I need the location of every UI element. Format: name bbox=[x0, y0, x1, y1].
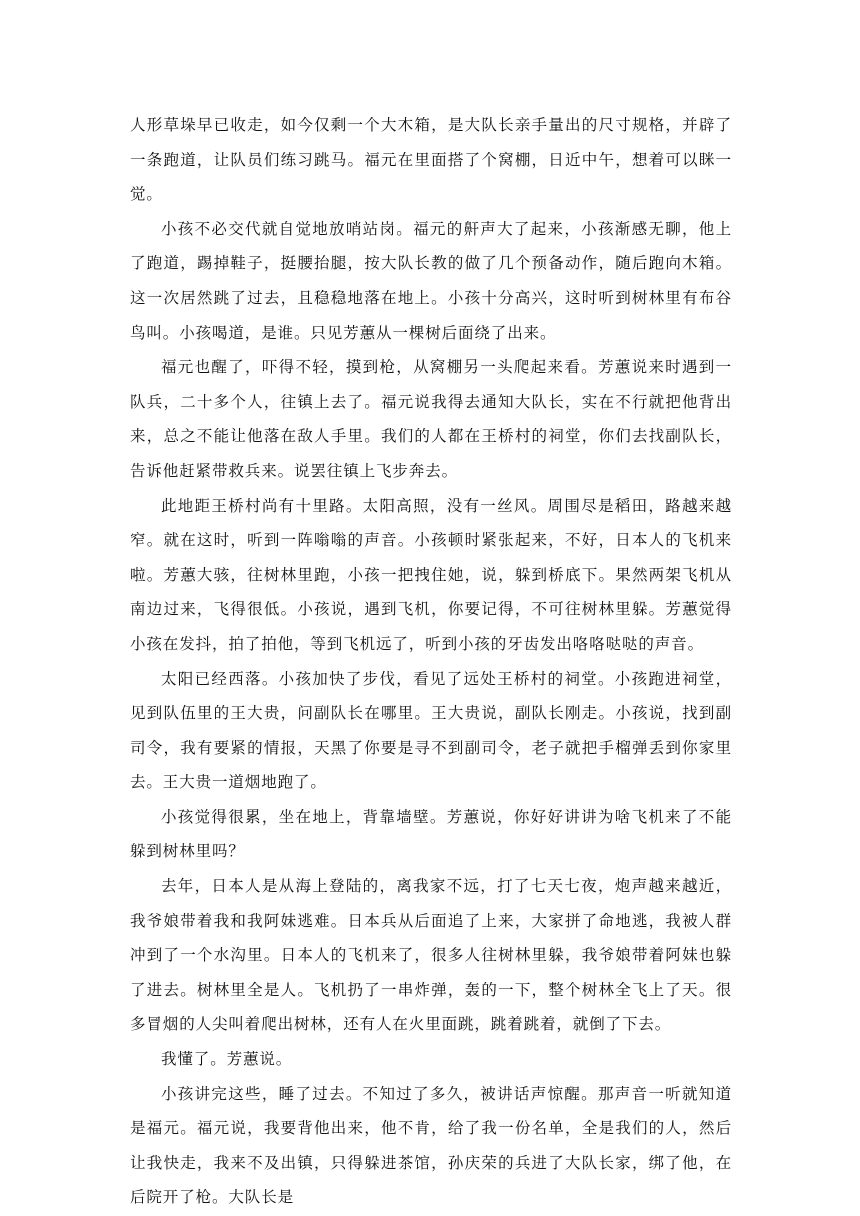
paragraph-1: 人形草垛早已收走，如今仅剩一个大木箱，是大队长亲手量出的尺寸规格，并辟了一条跑道，让队员们练习跳马。福元在里面搭了个窝棚，日近中午，想着可以眯一觉。 bbox=[130, 116, 732, 204]
paragraph-3: 福元也醒了，吓得不轻，摸到枪，从窝棚另一头爬起来看。芳蕙说来时遇到一队兵，二十多个人，往镇上去了。福元说我得去通知大队长，实在不行就把他背出来，总之不能让他落在敌人手里。我们的人都在王桥村的祠堂，你们去找副队长，告诉他赶紧带救兵来。说罢往镇上飞步奔去。 bbox=[130, 358, 732, 480]
paragraph-2: 小孩不必交代就自觉地放哨站岗。福元的鼾声大了起来，小孩渐感无聊，他上了跑道，踢掉鞋子，挺腰抬腿，按大队长教的做了几个预备动作，随后跑向木箱。这一次居然跳了过去，且稳稳地落在地上。小孩十分高兴，这时听到树林里有布谷鸟叫。小孩喝道，是谁。只见芳蕙从一棵树后面绕了出来。 bbox=[130, 219, 732, 342]
paragraph-7: 去年，日本人是从海上登陆的，离我家不远，打了七天七夜，炮声越来越近，我爷娘带着我和我阿妹逃难。日本兵从后面追了上来，大家拼了命地逃，我被人群冲到了一个水沟里。日本人的飞机来了，很多人往树林里躲，我爷娘带着阿妹也躲了进去。树林里全是人。飞机扔了一串炸弹，轰的一下，整个树林全飞上了天。很多冒烟的人尖叫着爬出树林，还有人在火里面跳，跳着跳着，就倒了下去。 bbox=[130, 877, 732, 1034]
paragraph-4: 此地距王桥村尚有十里路。太阳高照，没有一丝风。周围尽是稻田，路越来越窄。就在这时，听到一阵嗡嗡的声音。小孩顿时紧张起来，不好，日本人的飞机来啦。芳蕙大骇，往树林里跑，小孩一把拽住她，说，躲到桥底下。果然两架飞机从南边过来，飞得很低。小孩说，遇到飞机，你要记得，不可往树林里躲。芳蕙觉得小孩在发抖，拍了拍他，等到飞机远了，听到小孩的牙齿发出咯咯哒哒的声音。 bbox=[130, 496, 732, 653]
paragraph-9: 小孩讲完这些，睡了过去。不知过了多久，被讲话声惊醒。那声音一听就知道是福元。福元说，我要背他出来，他不肯，给了我一份名单，全是我们的人，然后让我快走，我来不及出镇，只得躲进茶馆，孙庆荣的兵进了大队长家，绑了他，在后院开了枪。大队长是 bbox=[130, 1084, 732, 1207]
paragraph-5: 太阳已经西落。小孩加快了步伐，看见了远处王桥村的祠堂。小孩跑进祠堂，见到队伍里的王大贵，问副队长在哪里。王大贵说，副队长刚走。小孩说，找到副司令，我有要紧的情报，天黑了你要是寻不到副司令，老子就把手榴弹丢到你家里去。王大贵一道烟地跑了。 bbox=[130, 669, 732, 792]
paragraph-8: 我懂了。芳蕙说。 bbox=[161, 1050, 293, 1069]
document-page bbox=[130, 108, 732, 1215]
paragraph-6: 小孩觉得很累，坐在地上，背靠墙壁。芳蕙说，你好好讲讲为啥飞机来了不能躲到树林里吗？ bbox=[130, 807, 732, 861]
